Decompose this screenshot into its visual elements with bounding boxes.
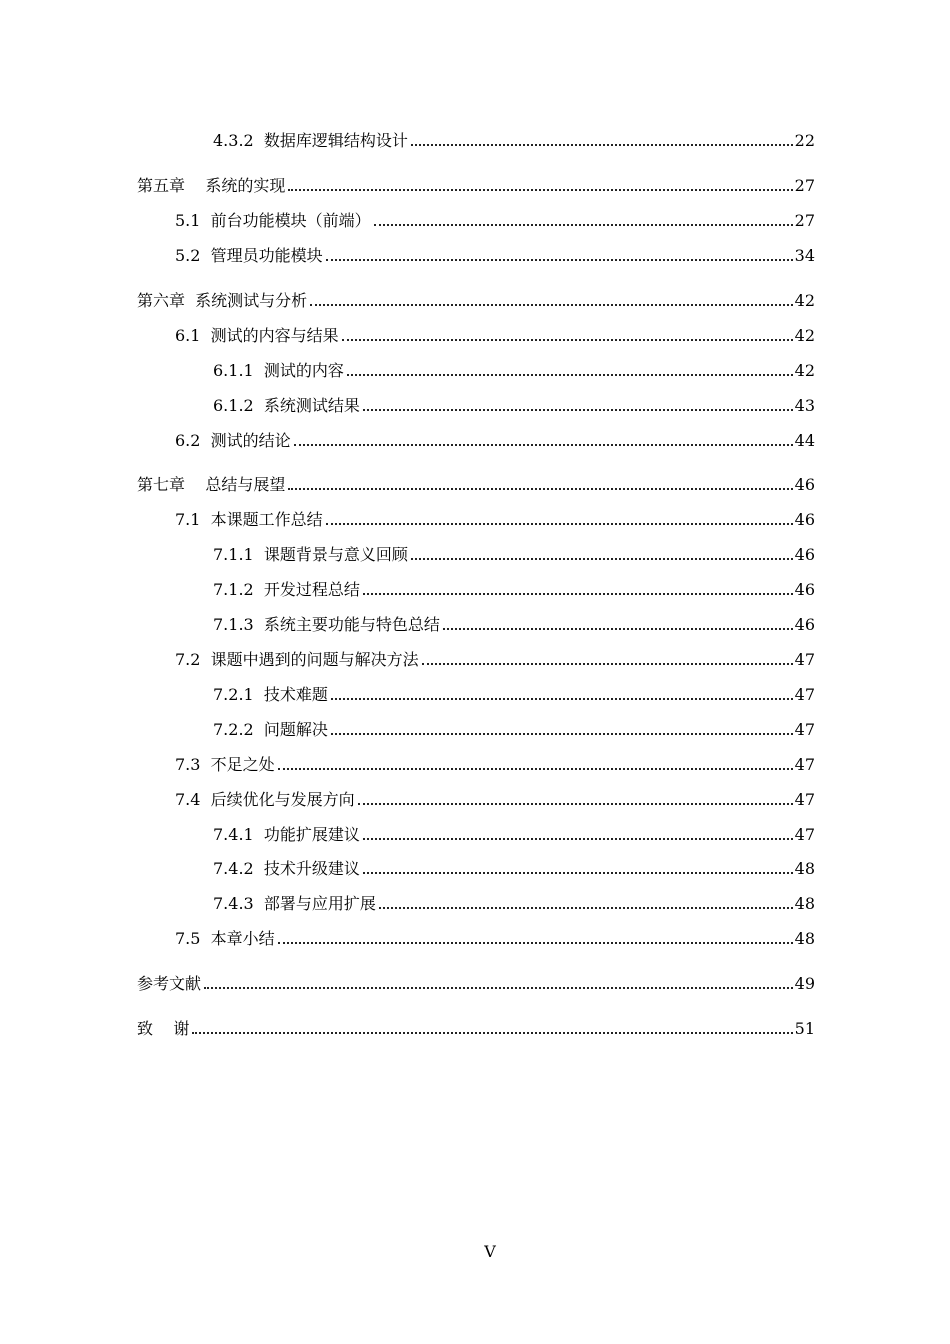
- toc-entry[interactable]: [137, 970, 815, 994]
- toc-entry-title: 5.2 管理员功能模块: [175, 246, 323, 265]
- toc-entry-title: 6.1.1 测试的内容: [213, 361, 344, 380]
- toc-dot-leader: [204, 986, 793, 989]
- toc-entry-page: 46: [794, 475, 815, 494]
- toc-entry-page: 47: [794, 755, 815, 774]
- toc-entry[interactable]: [175, 242, 815, 266]
- toc-dot-leader: [363, 408, 793, 411]
- toc-entry-page: 46: [794, 615, 815, 634]
- toc-dot-leader: [411, 557, 793, 560]
- toc-entry[interactable]: [213, 681, 815, 705]
- toc-entry[interactable]: [175, 427, 815, 451]
- toc-dot-leader: [443, 627, 793, 630]
- toc-entry[interactable]: [213, 611, 815, 635]
- toc-entry-page: 27: [794, 211, 815, 230]
- toc-entry-title: 第七章 总结与展望: [137, 475, 286, 494]
- toc-dot-leader: [379, 906, 793, 909]
- toc-entry-page: 46: [794, 510, 815, 529]
- toc-entry-page: 48: [794, 929, 815, 948]
- toc-entry-title: 6.2 测试的结论: [175, 431, 291, 450]
- toc-entry-title: 7.4 后续优化与发展方向: [175, 790, 355, 809]
- page-number: V: [484, 1242, 496, 1261]
- toc-entry[interactable]: [175, 751, 815, 775]
- toc-entry[interactable]: [213, 576, 815, 600]
- toc-entry[interactable]: [175, 506, 815, 530]
- toc-entry-title: 7.5 本章小结: [175, 929, 275, 948]
- toc-dot-leader: [288, 487, 792, 490]
- toc-dot-leader: [363, 837, 793, 840]
- toc-entry[interactable]: [213, 855, 815, 879]
- toc-entry-page: 46: [794, 580, 815, 599]
- toc-dot-leader: [342, 338, 793, 341]
- toc-entry-page: 47: [794, 685, 815, 704]
- toc-entry-page: 44: [794, 431, 815, 450]
- toc-entry[interactable]: [175, 322, 815, 346]
- toc-entry-page: 34: [794, 246, 815, 265]
- toc-entry-page: 22: [794, 131, 815, 150]
- toc-entry-page: 48: [794, 859, 815, 878]
- toc-entry[interactable]: [213, 357, 815, 381]
- toc-entry-page: 51: [794, 1019, 815, 1038]
- toc-entry-title: 6.1 测试的内容与结果: [175, 326, 339, 345]
- toc-entry-title: 4.3.2 数据库逻辑结构设计: [213, 131, 408, 150]
- toc-dot-leader: [331, 697, 793, 700]
- toc-entry-title: 第六章 系统测试与分析: [137, 291, 308, 310]
- toc-entry-page: 43: [794, 396, 815, 415]
- toc-dot-leader: [363, 871, 793, 874]
- toc-entry[interactable]: [137, 287, 815, 311]
- toc-entry[interactable]: [213, 541, 815, 565]
- toc-entry-title: 7.1.1 课题背景与意义回顾: [213, 545, 408, 564]
- toc-entry[interactable]: [175, 207, 815, 231]
- toc-dot-leader: [422, 662, 793, 665]
- toc-entry-title: 7.4.3 部署与应用扩展: [213, 894, 376, 913]
- toc-entry-title: 7.2 课题中遇到的问题与解决方法: [175, 650, 419, 669]
- toc-entry-title: 7.4.1 功能扩展建议: [213, 825, 360, 844]
- toc-entry-title: 7.3 不足之处: [175, 755, 275, 774]
- toc-entry[interactable]: [137, 1015, 815, 1039]
- toc-entry-page: 47: [794, 720, 815, 739]
- toc-entry[interactable]: [175, 786, 815, 810]
- toc-dot-leader: [294, 443, 793, 446]
- toc-entry-page: 47: [794, 650, 815, 669]
- toc-entry-title: 7.2.2 问题解决: [213, 720, 328, 739]
- toc-entry-page: 46: [794, 545, 815, 564]
- toc-dot-leader: [278, 941, 793, 944]
- toc-dot-leader: [411, 143, 793, 146]
- toc-dot-leader: [310, 303, 792, 306]
- toc-dot-leader: [278, 767, 793, 770]
- toc-entry[interactable]: [175, 646, 815, 670]
- toc-entry-page: 42: [794, 291, 815, 310]
- toc-entry-title: 7.1 本课题工作总结: [175, 510, 323, 529]
- toc-entry-page: 48: [794, 894, 815, 913]
- toc-entry[interactable]: [213, 127, 815, 151]
- toc-entry-title: 6.1.2 系统测试结果: [213, 396, 360, 415]
- toc-entry-title: 第五章 系统的实现: [137, 176, 286, 195]
- toc-entry[interactable]: [213, 821, 815, 845]
- toc-dot-leader: [331, 732, 793, 735]
- toc-entry-page: 42: [794, 326, 815, 345]
- toc-entry-page: 27: [794, 176, 815, 195]
- toc-dot-leader: [192, 1031, 792, 1034]
- toc-dot-leader: [288, 188, 792, 191]
- toc-entry-title: 参考文献: [137, 974, 202, 993]
- toc-entry-page: 47: [794, 790, 815, 809]
- toc-entry[interactable]: [213, 716, 815, 740]
- toc-dot-leader: [326, 258, 793, 261]
- toc-entry-page: 47: [794, 825, 815, 844]
- toc-entry-title: 7.1.2 开发过程总结: [213, 580, 360, 599]
- toc-dot-leader: [326, 522, 793, 525]
- toc-entry[interactable]: [213, 890, 815, 914]
- toc-entry-title: 致 谢: [137, 1019, 190, 1038]
- toc-entry[interactable]: [213, 392, 815, 416]
- toc-dot-leader: [358, 802, 793, 805]
- toc-dot-leader: [374, 223, 793, 226]
- toc-entry[interactable]: [137, 471, 815, 495]
- toc-entry-page: 49: [794, 974, 815, 993]
- toc-dot-leader: [363, 592, 793, 595]
- toc-entry-title: 7.2.1 技术难题: [213, 685, 328, 704]
- toc-entry-title: 7.4.2 技术升级建议: [213, 859, 360, 878]
- toc-entry-title: 7.1.3 系统主要功能与特色总结: [213, 615, 440, 634]
- toc-entry[interactable]: [175, 925, 815, 949]
- toc-dot-leader: [347, 373, 793, 376]
- toc-entry[interactable]: [137, 172, 815, 196]
- toc-entry-page: 42: [794, 361, 815, 380]
- toc-entry-title: 5.1 前台功能模块（前端）: [175, 211, 371, 230]
